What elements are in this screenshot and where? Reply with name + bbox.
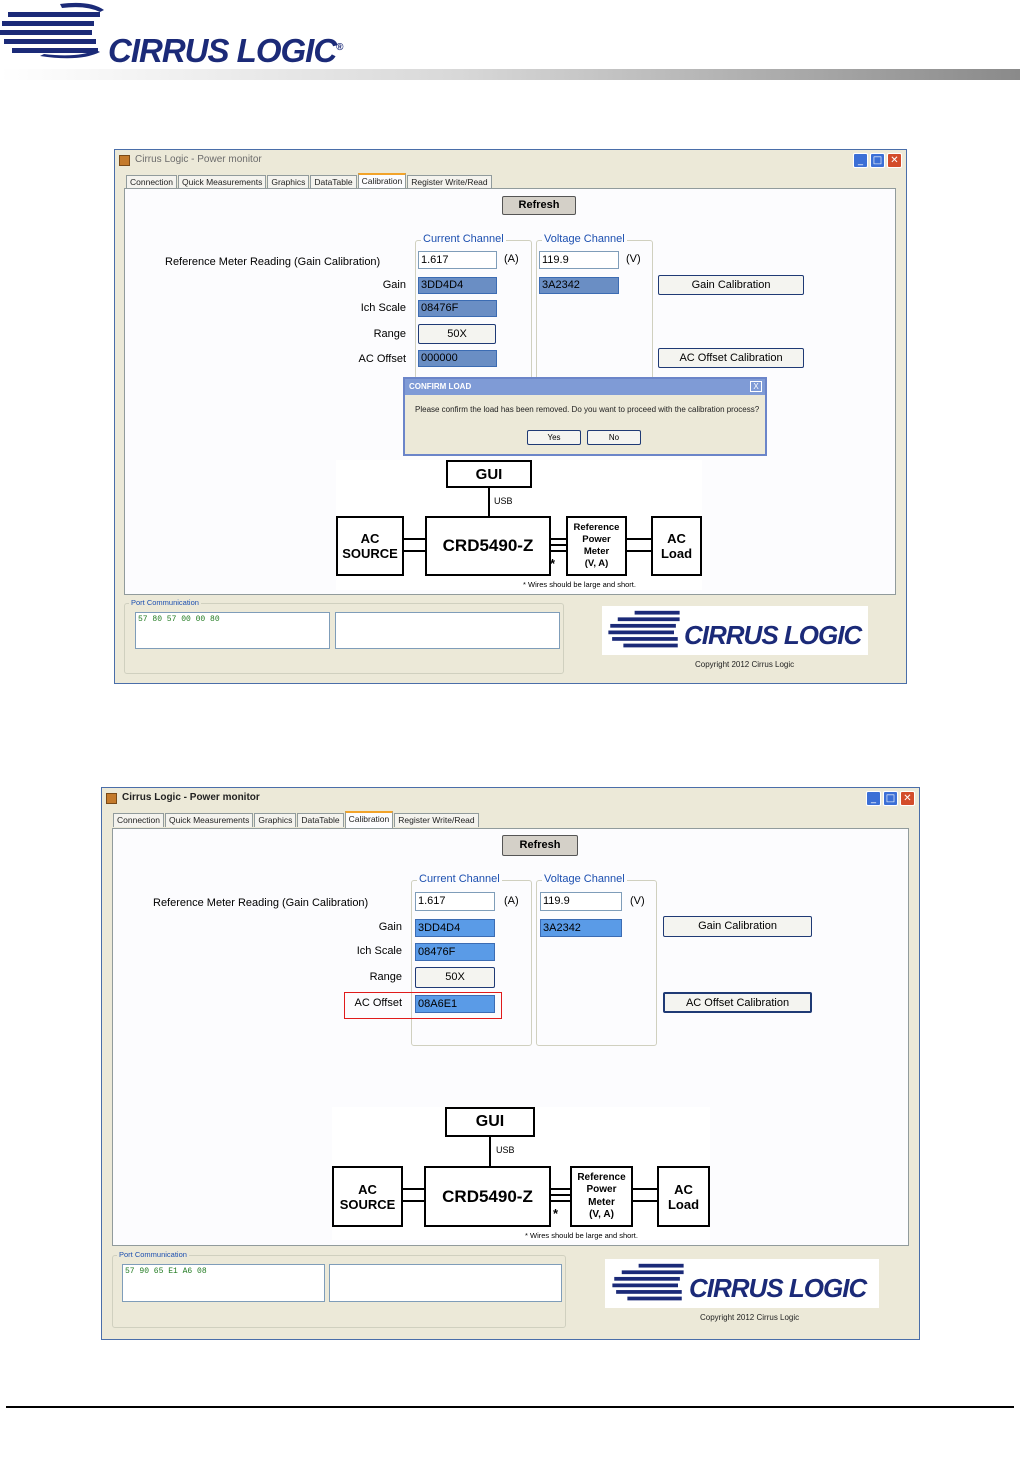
gain-calibration-button[interactable]: Gain Calibration (658, 275, 804, 295)
ich-scale-label: Ich Scale (360, 302, 406, 314)
power-monitor-window-2 (101, 787, 920, 1340)
usb-line (489, 1137, 491, 1166)
current-unit: (A) (504, 253, 519, 265)
star-marker: * (553, 1206, 559, 1221)
port-tx-box (335, 612, 560, 649)
window-logo (602, 606, 868, 655)
copyright-text: Copyright 2012 Cirrus Logic (695, 660, 795, 669)
tab-quick-measurements[interactable]: Quick Measurements (178, 175, 266, 189)
port-rx-text: 57 80 57 00 00 80 (138, 615, 220, 624)
title-bar (102, 788, 919, 810)
dialog-close-icon[interactable]: X (750, 381, 762, 392)
tab-datatable[interactable]: DataTable (297, 813, 343, 827)
tab-quick-measurements[interactable]: Quick Measurements (165, 813, 253, 827)
ac-offset-calibration-button[interactable]: AC Offset Calibration (658, 348, 804, 368)
voltage-gain-value: 3A2342 (539, 277, 619, 294)
crd5490z-box: CRD5490-Z (425, 516, 551, 576)
tab-graphics[interactable]: Graphics (254, 813, 296, 827)
tab-bar (113, 813, 480, 828)
dialog-message: Please confirm the load has been removed. Do you want to proceed with the calibration process? (415, 405, 760, 414)
reference-meter-box: Reference Power Meter (V, A) (566, 516, 627, 576)
ac-source-box: AC SOURCE (332, 1166, 403, 1227)
ac-offset-value: 000000 (418, 350, 497, 367)
wire-1b (403, 1200, 424, 1202)
range-button[interactable]: 50X (418, 324, 496, 344)
window-logo-text: CIRRUS LOGIC (689, 1273, 867, 1303)
maximize-icon[interactable]: □ (883, 791, 898, 806)
star-marker: * (550, 556, 556, 571)
crd5490z-box: CRD5490-Z (424, 1166, 551, 1227)
current-reading-input[interactable]: 1.617 (415, 892, 495, 911)
calibration-panel (112, 828, 909, 1246)
copyright-text: Copyright 2012 Cirrus Logic (700, 1313, 800, 1322)
usb-line (488, 488, 490, 516)
port-communication-title: Port Communication (119, 1250, 187, 1259)
ac-load-box: AC Load (657, 1166, 710, 1227)
usb-label: USB (496, 1145, 515, 1155)
title-bar (115, 150, 906, 172)
current-gain-value: 3DD4D4 (415, 919, 495, 937)
wire-3b (627, 550, 651, 552)
voltage-channel-title: Voltage Channel (544, 873, 625, 885)
minimize-icon[interactable]: _ (853, 153, 868, 168)
confirm-load-dialog (403, 377, 767, 456)
usb-label: USB (494, 496, 513, 506)
dialog-yes-button[interactable]: Yes (527, 430, 581, 445)
current-channel-title: Current Channel (419, 873, 500, 885)
dialog-title: CONFIRM LOAD (409, 382, 472, 391)
wire-2a (551, 538, 566, 540)
refresh-button[interactable]: Refresh (502, 835, 578, 856)
window-title: Cirrus Logic - Power monitor (122, 792, 260, 803)
gain-label: Gain (378, 921, 402, 933)
header-gradient-bar (0, 69, 1020, 80)
tab-calibration[interactable]: Calibration (345, 811, 394, 828)
app-icon (106, 793, 117, 804)
wire-2c (551, 1200, 570, 1202)
voltage-unit: (V) (626, 253, 641, 265)
wire-2c (551, 550, 566, 552)
footer-rule (6, 1406, 1014, 1408)
wire-1a (404, 538, 425, 540)
gain-label: Gain (382, 279, 406, 291)
ich-scale-label: Ich Scale (356, 945, 402, 957)
window-logo-text: CIRRUS LOGIC (684, 620, 862, 650)
maximize-icon[interactable]: □ (870, 153, 885, 168)
current-gain-value: 3DD4D4 (418, 277, 497, 294)
ac-offset-label: AC Offset (354, 997, 402, 1009)
tab-datatable[interactable]: DataTable (310, 175, 356, 189)
ac-source-box: AC SOURCE (336, 516, 404, 576)
voltage-unit: (V) (630, 895, 645, 907)
ac-offset-value: 08A6E1 (415, 995, 495, 1013)
wire-2a (551, 1188, 570, 1190)
ich-scale-value: 08476F (418, 300, 497, 317)
window-logo (605, 1259, 879, 1308)
tab-graphics[interactable]: Graphics (267, 175, 309, 189)
gui-box: GUI (446, 460, 532, 488)
reference-meter-box: Reference Power Meter (V, A) (570, 1166, 633, 1227)
gain-calibration-button[interactable]: Gain Calibration (663, 916, 812, 937)
voltage-reading-input[interactable]: 119.9 (540, 892, 622, 911)
ac-load-box: AC Load (651, 516, 702, 576)
dialog-title-bar (405, 379, 765, 395)
voltage-gain-value: 3A2342 (540, 919, 622, 937)
wire-3b (633, 1200, 657, 1202)
minimize-icon[interactable]: _ (866, 791, 881, 806)
dialog-no-button[interactable]: No (587, 430, 641, 445)
wire-1b (404, 550, 425, 552)
wire-3a (627, 538, 651, 540)
port-tx-box (329, 1264, 562, 1302)
tab-calibration[interactable]: Calibration (358, 173, 407, 190)
current-unit: (A) (504, 895, 519, 907)
gui-box: GUI (445, 1107, 535, 1137)
current-channel-title: Current Channel (423, 233, 504, 245)
range-button[interactable]: 50X (415, 967, 495, 988)
tab-register-write-read[interactable]: Register Write/Read (407, 175, 491, 189)
cirrus-logo-swoosh-icon (0, 0, 112, 62)
refresh-button[interactable]: Refresh (502, 196, 576, 215)
power-monitor-window-1 (114, 149, 907, 684)
current-reading-input[interactable]: 1.617 (418, 251, 497, 269)
close-icon[interactable]: ✕ (900, 791, 915, 806)
tab-connection[interactable]: Connection (126, 175, 177, 189)
tab-register-write-read[interactable]: Register Write/Read (394, 813, 478, 827)
window-logo-swoosh-icon (607, 1261, 689, 1306)
ac-offset-calibration-button[interactable]: AC Offset Calibration (663, 992, 812, 1013)
range-label: Range (373, 328, 406, 340)
window-logo-swoosh-icon (604, 608, 684, 653)
port-communication-group (112, 1250, 566, 1328)
ref-meter-label: Reference Meter Reading (Gain Calibration) (153, 897, 369, 909)
wire-3a (633, 1188, 657, 1190)
window-title: Cirrus Logic - Power monitor (135, 154, 262, 165)
wire-1a (403, 1188, 424, 1190)
close-icon[interactable]: ✕ (887, 153, 902, 168)
wires-note: * Wires should be large and short. (523, 580, 636, 589)
range-label: Range (369, 971, 402, 983)
port-rx-box (122, 1264, 325, 1302)
port-communication-title: Port Communication (131, 598, 199, 607)
wires-note: * Wires should be large and short. (525, 1231, 638, 1240)
ich-scale-value: 08476F (415, 943, 495, 961)
wire-2b (551, 1194, 570, 1196)
wire-2b (551, 544, 566, 546)
port-rx-text: 57 90 65 E1 A6 08 (125, 1267, 207, 1276)
connection-diagram (332, 1107, 710, 1240)
app-icon (119, 155, 130, 166)
port-communication-group (124, 598, 564, 674)
ac-offset-label: AC Offset (358, 353, 406, 365)
cirrus-logo-text: CIRRUS LOGIC® (108, 32, 343, 69)
voltage-channel-title: Voltage Channel (544, 233, 625, 245)
port-rx-box (135, 612, 330, 649)
voltage-reading-input[interactable]: 119.9 (539, 251, 619, 269)
ref-meter-label: Reference Meter Reading (Gain Calibration) (165, 256, 381, 268)
tab-connection[interactable]: Connection (113, 813, 164, 827)
connection-diagram (336, 460, 702, 590)
